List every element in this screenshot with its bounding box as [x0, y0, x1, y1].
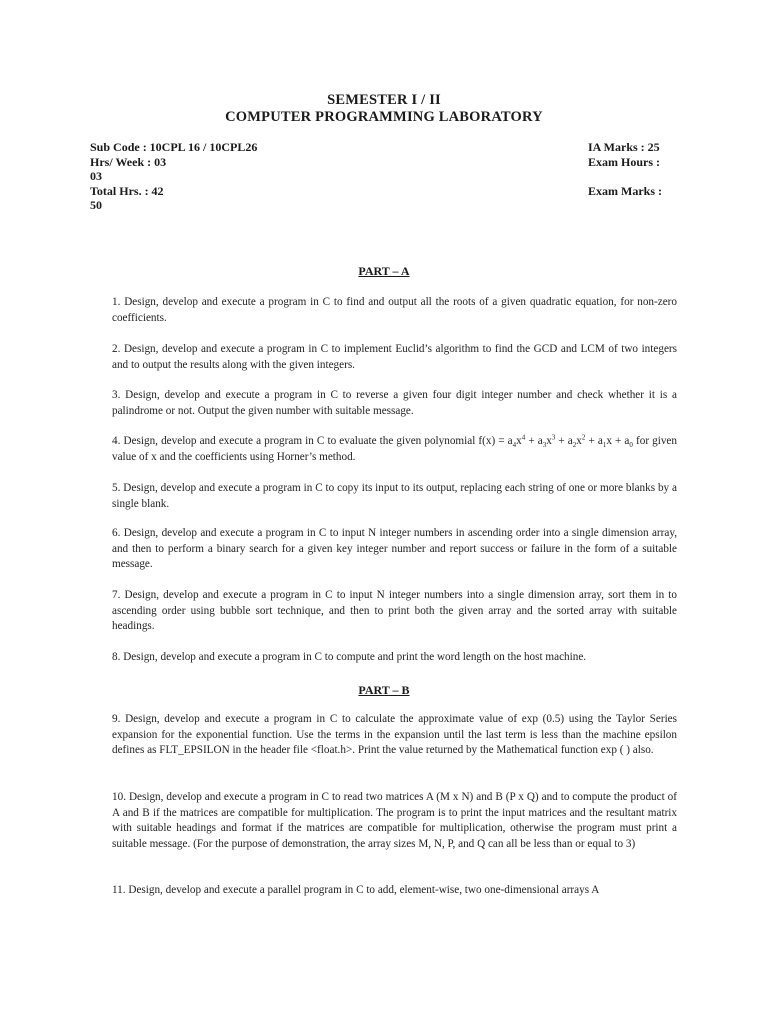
question-3: 3. Design, develop and execute a program in C to reverse a given four digit integer number and check whether it is a palindrome or not. Output the given number with suitable message. [112, 389, 677, 417]
part-b-heading: PART – B [358, 683, 410, 697]
question-4: 4. Design, develop and execute a program in C to evaluate the given polynomial $f(x) = a_4x^4 + a_3x^3 + a_2x^2 + a_1x + a_0$ for given value of x and the coefficients using Horner’s method. [112, 433, 677, 463]
hrs-week: Hrs/ Week : 03 [90, 155, 167, 169]
question-9: 9. Design, develop and execute a program in C to calculate the approximate value of exp (0.5) using the Taylor Series expansion for the exponential function. Use the terms in the expansion until the last term is less than the machine epsilon defines as FLT_EPSILON in the header file <float.h>. Print the value returned by the Mathematical function exp ( ) also. [112, 713, 677, 756]
course-title: COMPUTER PROGRAMMING LABORATORY [225, 109, 543, 125]
question-5: 5. Design, develop and execute a program in C to copy its input to its output, replacing each string of one or more blanks by a single blank. [112, 482, 677, 510]
question-6: 6. Design, develop and execute a program in C to input N integer numbers in ascending order into a single dimension array, and then to perform a binary search for a given key integer number and report success or failure in the form of a suitable message. [112, 527, 677, 570]
total-hrs: Total Hrs. : 42 [90, 184, 164, 198]
question-11: 11. Design, develop and execute a parallel program in C to add, element-wise, two one-dimensional arrays A [112, 884, 600, 896]
sub-code: Sub Code : 10CPL 16 / 10CPL26 [90, 140, 258, 154]
part-a-heading: PART – A [358, 264, 410, 278]
question-1: 1. Design, develop and execute a program in C to find and output all the roots of a given quadratic equation, for non-zero coefficients. [112, 296, 677, 324]
exam-marks: Exam Marks : [588, 184, 662, 198]
hrs-week-value: 03 [90, 169, 102, 183]
semester-heading: SEMESTER I / II [327, 92, 441, 108]
question-2: 2. Design, develop and execute a program in C to implement Euclid’s algorithm to find the GCD and LCM of two integers and to output the results along with the given integers. [112, 343, 677, 371]
question-7: 7. Design, develop and execute a program in C to input N integer numbers into a single dimension array, sort them in to ascending order using bubble sort technique, and then to print both the given array and the sorted array with suitable headings. [112, 589, 677, 632]
exam-marks-value: 50 [90, 198, 102, 212]
question-10: 10. Design, develop and execute a program in C to read two matrices A (M x N) and B (P x Q) and to compute the product of A and B if the matrices are compatible for multiplication. The program is to print the input matrices and the resultant matrix with suitable headings and format if the matrices are compatible for multiplication, otherwise the program must print a suitable message. (For the purpose of demonstration, the array sizes M, N, P, and Q can all be less than or equal to 3) [112, 791, 677, 850]
exam-hours: Exam Hours : [588, 155, 660, 169]
question-8: 8. Design, develop and execute a program in C to compute and print the word length on the host machine. [112, 651, 587, 663]
ia-marks: IA Marks : 25 [588, 140, 660, 154]
